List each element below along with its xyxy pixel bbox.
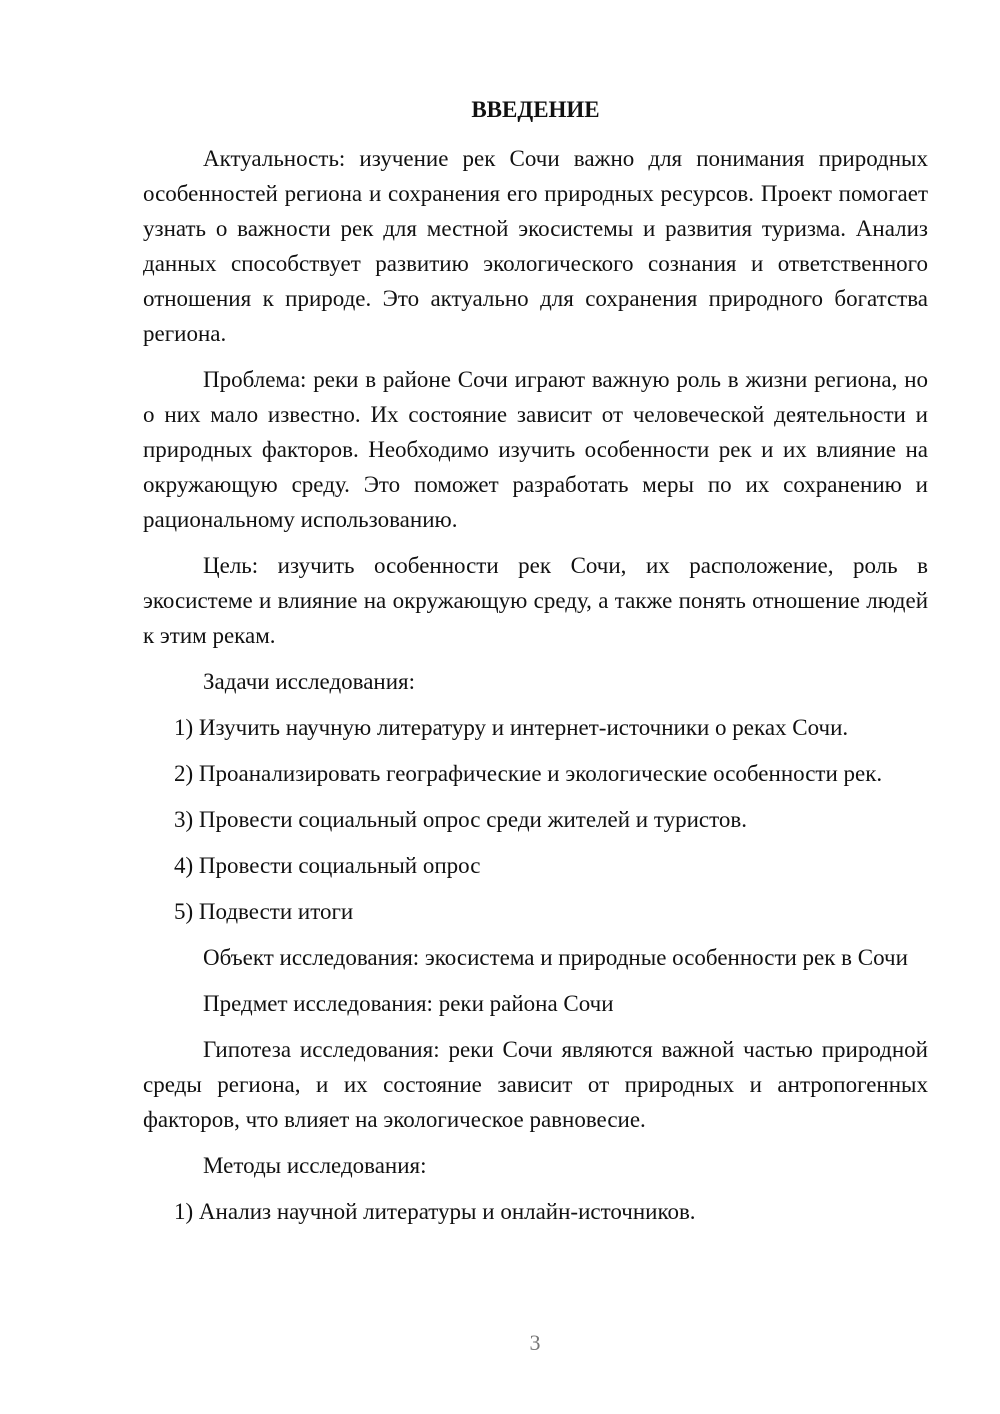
goal-paragraph: Цель: изучить особенности рек Сочи, их расположение, роль в экосистеме и влияние на окружающую среду, а также понять отношение людей к этим рекам.	[143, 553, 928, 648]
problem-paragraph: Проблема: реки в районе Сочи играют важную роль в жизни региона, но о них мало известно. Их состояние зависит от человеческой деятельности и природных факторов. Необходимо изучить особенности рек и их влияние на окружающую среду. Это поможет разработать меры по их сохранению и рациональному использованию.	[143, 367, 928, 532]
tasks-heading: Задачи исследования:	[203, 669, 416, 694]
page-number: 3	[529, 1330, 541, 1355]
methods-heading: Методы исследования:	[203, 1153, 427, 1178]
hypothesis-paragraph: Гипотеза исследования: реки Сочи являются важной частью природной среды региона, и их состояние зависит от природных и антропогенных факторов, что влияет на экологическое равновесие.	[143, 1037, 928, 1132]
task-item-1: 1) Изучить научную литературу и интернет-источники о реках Сочи.	[174, 715, 849, 740]
section-title: ВВЕДЕНИЕ	[471, 97, 600, 122]
task-item-2: 2) Проанализировать географические и экологические особенности рек.	[174, 761, 883, 786]
relevance-paragraph: Актуальность: изучение рек Сочи важно для понимания природных особенностей региона и сохранения его природных ресурсов. Проект помогает узнать о важности рек для местной экосистемы и развития туризма. Анализ данных способствует развитию экологического сознания и ответственного отношения к природе. Это актуально для сохранения природного богатства региона.	[143, 146, 928, 346]
subject-paragraph: Предмет исследования: реки района Сочи	[203, 991, 614, 1016]
task-item-5: 5) Подвести итоги	[174, 899, 354, 924]
page-content	[143, 92, 928, 1240]
method-item-1: 1) Анализ научной литературы и онлайн-источников.	[174, 1199, 696, 1224]
task-item-4: 4) Провести социальный опрос	[174, 853, 481, 878]
object-paragraph: Объект исследования: экосистема и природные особенности рек в Сочи	[203, 945, 908, 970]
task-item-3: 3) Провести социальный опрос среди жителей и туристов.	[174, 807, 747, 832]
